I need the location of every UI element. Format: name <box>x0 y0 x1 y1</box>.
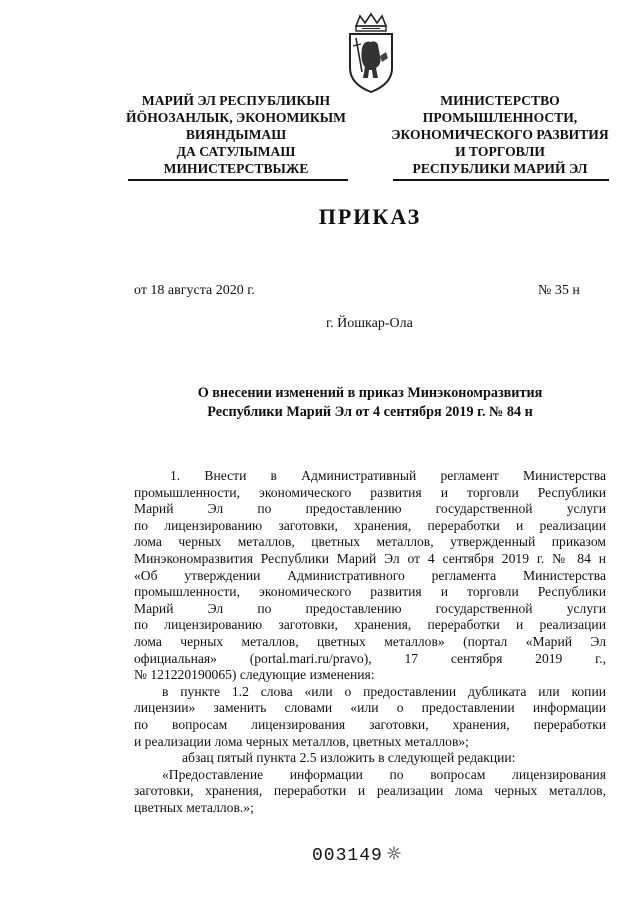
paragraph-4 <box>134 767 606 817</box>
header-right-line: ПРОМЫШЛЕННОСТИ, <box>422 110 578 125</box>
body-line: официальная» (portal.mari.ru/pravo), 17 сентября 2019 г., <box>134 650 606 666</box>
body-line: 1. Внести в Административный регламент Министерства <box>170 468 606 483</box>
body-line: и реализации лома черных металлов, цветных металлов»; <box>134 733 469 749</box>
header-right-line: МИНИСТЕРСТВО <box>440 93 560 108</box>
header-divider-left <box>128 179 348 181</box>
header-left-line: МАРИЙ ЭЛ РЕСПУБЛИКЫН <box>141 93 331 108</box>
header-right-line: ЭКОНОМИЧЕСКОГО РАЗВИТИЯ <box>391 127 609 142</box>
body-line: промышленности, экономического развития и торговли Республики <box>134 584 606 600</box>
rosette-icon <box>387 846 401 860</box>
ministry-name-russian <box>384 92 616 177</box>
body-line: абзац пятый пункта 2.5 изложить в следующей редакции: <box>182 750 516 766</box>
order-city: г. Йошкар-Ола <box>326 316 413 331</box>
form-serial-number: 003149 <box>312 846 383 866</box>
body-line: по вопросам лицензирования заготовки, хранения, переработки <box>134 716 606 732</box>
order-body <box>134 468 606 816</box>
body-line: по лицензированию заготовки, хранения, переработки и реализации <box>134 517 606 533</box>
body-line: в пункте 1.2 слова «или о предоставлении дубликата или копии <box>162 683 606 699</box>
body-line: № 121220190065) следующие изменения: <box>134 667 375 683</box>
body-line: Минэкономразвития Республики Марий Эл от 4 сентября 2019 г. № 84 н <box>134 550 606 566</box>
ministry-name-mari <box>118 92 354 177</box>
body-line: промышленности, экономического развития и торговли Республики <box>134 484 606 500</box>
body-line: по лицензированию заготовки, хранения, переработки и реализации <box>134 617 606 633</box>
paragraph-3 <box>134 750 606 767</box>
body-line: лома черных металлов, цветных металлов, утвержденный приказом <box>134 534 606 550</box>
body-line: Марий Эл по предоставлению государственной услуги <box>134 600 606 616</box>
order-date: от 18 августа 2020 г. <box>134 283 255 298</box>
header-left-line: МИНИСТЕРСТВЫЖЕ <box>163 161 309 176</box>
header-right-line: РЕСПУБЛИКИ МАРИЙ ЭЛ <box>412 161 588 176</box>
header-divider-right <box>393 179 609 181</box>
body-line: цветных металлов.»; <box>134 799 254 815</box>
body-line: «Предоставление информации по вопросам лицензирования <box>162 766 606 782</box>
header-left-line: ДА САТУЛЫМАШ <box>176 144 296 159</box>
document-title: ПРИКАЗ <box>318 204 422 229</box>
order-subject <box>130 384 610 422</box>
body-line: заготовки, хранения, переработки и реализации лома черных металлов, <box>134 783 606 799</box>
subject-line: О внесении изменений в приказ Минэкономразвития <box>197 385 543 401</box>
header-left-line: ВИЯНДЫМАШ <box>185 127 287 142</box>
body-line: «Об утверждении Административного регламента Министерства <box>134 567 606 583</box>
subject-line: Республики Марий Эл от 4 сентября 2019 г. № 84 н <box>207 404 533 420</box>
order-number: № 35 н <box>538 283 580 298</box>
header-left-line: ЙӦНОЗАНЛЫК, ЭКОНОМИКЫМ <box>126 110 346 125</box>
header-right-line: И ТОРГОВЛИ <box>455 144 545 159</box>
coat-of-arms-icon <box>342 12 400 96</box>
body-line: лома черных металлов, цветных металлов» (портал «Марий Эл <box>134 633 606 649</box>
body-line: лицензии» заменить словами «или о предоставлении информации <box>134 700 606 716</box>
body-line: Марий Эл по предоставлению государственной услуги <box>134 501 606 517</box>
paragraph-1 <box>134 468 606 684</box>
paragraph-2 <box>134 684 606 750</box>
